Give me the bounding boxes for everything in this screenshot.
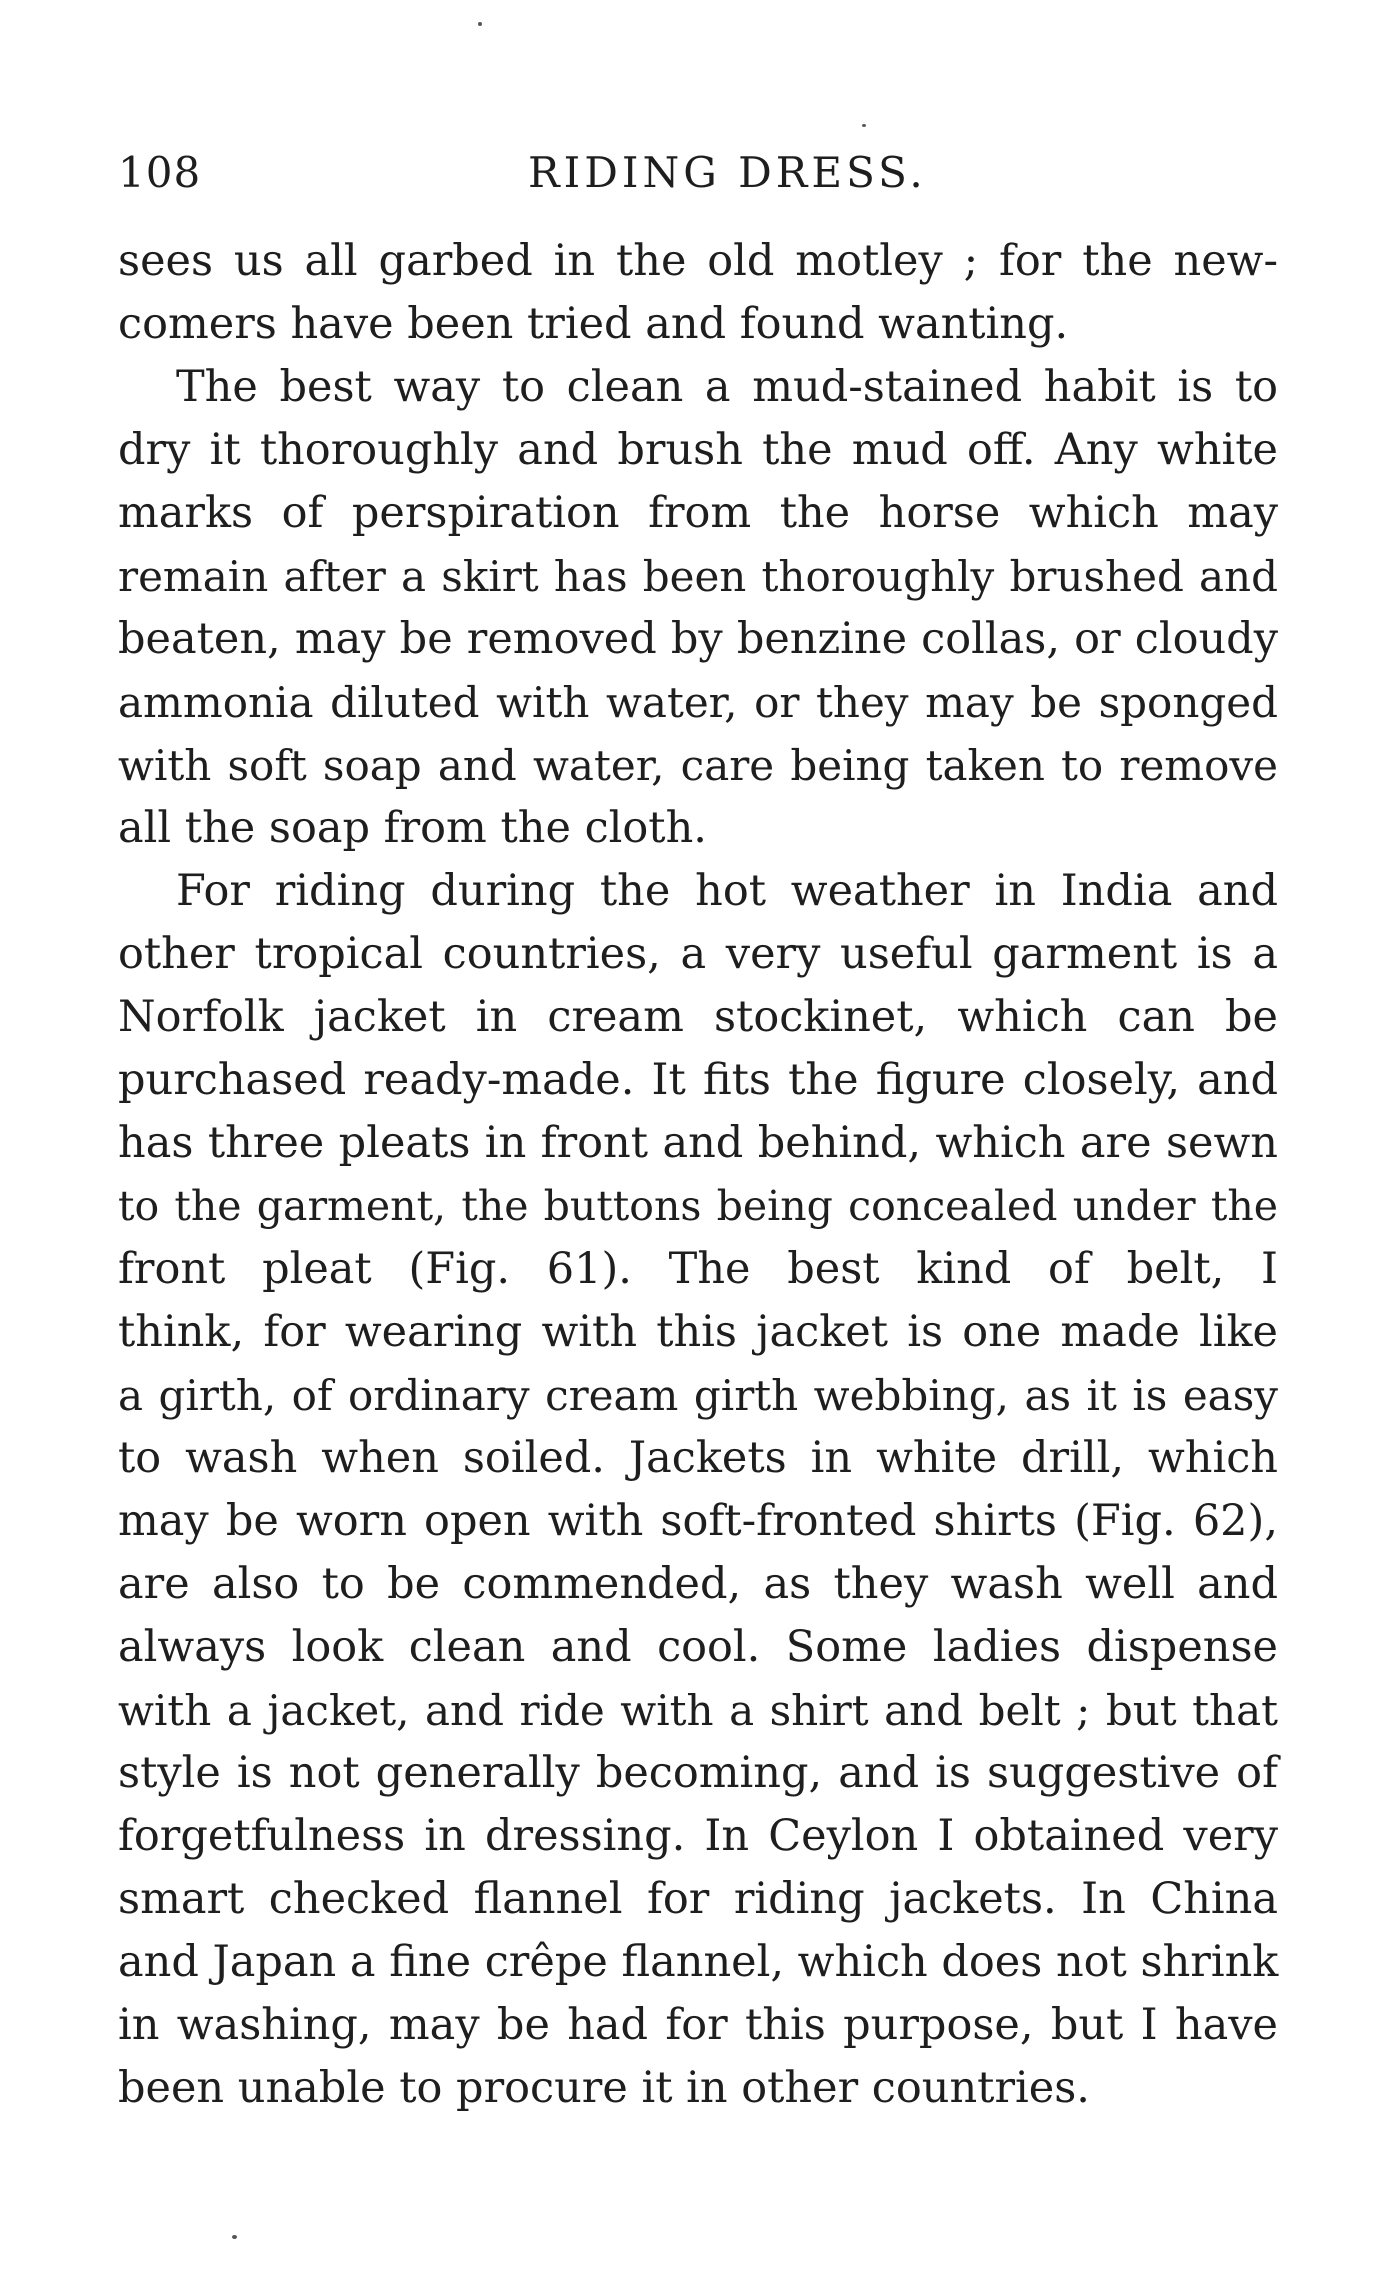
text-line: with a jacket, and ride with a shirt and belt ; but that xyxy=(118,1686,1278,1735)
text-line: dry it thoroughly and brush the mud off. Any white xyxy=(118,425,1278,475)
text-line: other tropical countries, a very useful garment is a xyxy=(118,929,1278,979)
body-text xyxy=(118,230,1278,2120)
ink-speck xyxy=(232,2235,237,2239)
text-line: ammonia diluted with water, or they may be sponged xyxy=(118,678,1278,727)
text-line: been unable to procure it in other countries. xyxy=(118,2063,1090,2113)
text-line: with soft soap and water, care being taken to remove xyxy=(118,741,1278,790)
running-title: RIDING DRESS. xyxy=(528,148,927,197)
text-line: purchased ready-made. It fits the figure closely, and xyxy=(118,1055,1278,1105)
text-line: smart checked flannel for riding jackets. In China xyxy=(118,1874,1278,1924)
paragraph xyxy=(118,230,1278,356)
text-line: forgetfulness in dressing. In Ceylon I obtained very xyxy=(118,1811,1278,1861)
text-line: and Japan a fine crêpe flannel, which does not shrink xyxy=(118,1937,1279,1987)
text-line: all the soap from the cloth. xyxy=(118,803,707,853)
text-line: always look clean and cool. Some ladies dispense xyxy=(118,1622,1278,1672)
text-line: may be worn open with soft-fronted shirts (Fig. 62), xyxy=(118,1496,1278,1546)
paragraph xyxy=(118,860,1278,2120)
text-line: in washing, may be had for this purpose, but I have xyxy=(118,2000,1278,2050)
text-line: has three pleats in front and behind, which are sewn xyxy=(118,1118,1278,1168)
text-line: sees us all garbed in the old motley ; for the new- xyxy=(118,236,1278,286)
page-header xyxy=(118,148,1283,208)
text-line: The best way to clean a mud-stained habit is to xyxy=(176,362,1278,412)
text-line: are also to be commended, as they wash well and xyxy=(118,1559,1278,1609)
page-number: 108 xyxy=(118,148,202,197)
text-line: remain after a skirt has been thoroughly brushed and xyxy=(118,552,1278,601)
text-line: marks of perspiration from the horse which may xyxy=(118,488,1278,538)
text-line: style is not generally becoming, and is suggestive of xyxy=(118,1748,1278,1798)
text-line: a girth, of ordinary cream girth webbing, as it is easy xyxy=(118,1371,1278,1420)
text-line: to wash when soiled. Jackets in white drill, which xyxy=(118,1433,1278,1483)
text-line: Norfolk jacket in cream stockinet, which can be xyxy=(118,992,1278,1042)
ink-speck xyxy=(862,124,866,127)
text-line: front pleat (Fig. 61). The best kind of belt, I xyxy=(118,1244,1278,1294)
ink-speck xyxy=(478,22,482,26)
text-line: to the garment, the buttons being concealed under the xyxy=(118,1182,1278,1230)
text-line: think, for wearing with this jacket is one made like xyxy=(118,1307,1278,1357)
text-line: beaten, may be removed by benzine collas, or cloudy xyxy=(118,614,1278,664)
paragraph xyxy=(118,356,1278,860)
text-line: For riding during the hot weather in India and xyxy=(176,866,1278,916)
text-line: comers have been tried and found wanting. xyxy=(118,299,1069,349)
